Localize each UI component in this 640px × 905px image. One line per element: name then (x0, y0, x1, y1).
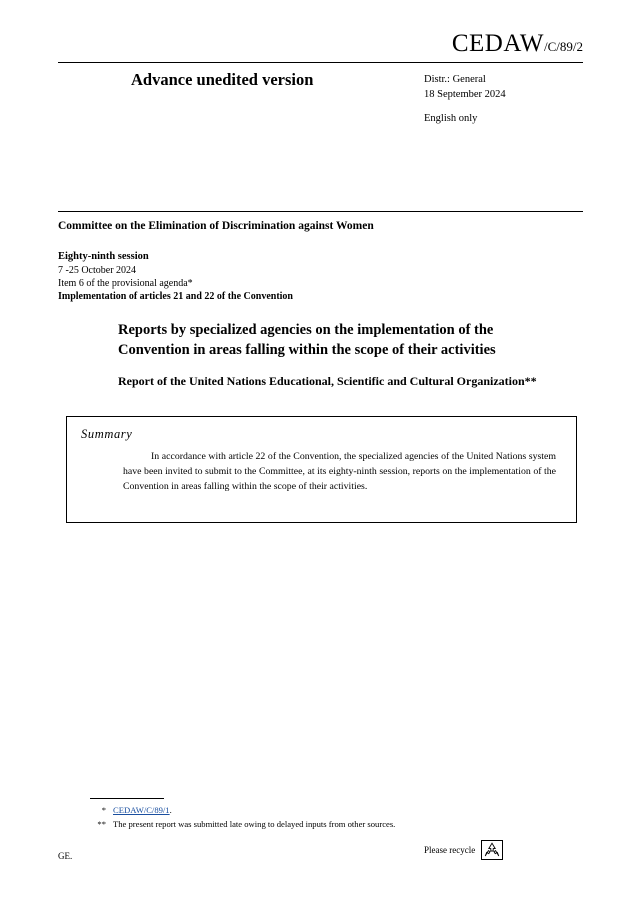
page-title: Reports by specialized agencies on the implementation of the Convention in areas falling within the scope of their activities (118, 322, 496, 358)
footnote-link[interactable]: CEDAW/C/89/1 (113, 805, 170, 815)
footnote-item (90, 817, 520, 831)
footnote-marker: * (101, 805, 106, 815)
header-divider-top (58, 62, 583, 63)
summary-label: Summary (81, 427, 133, 441)
session-name: Eighty-ninth session (58, 251, 149, 262)
summary-box (66, 416, 577, 523)
document-symbol-main: CEDAW (451, 30, 544, 57)
committee-name: Committee on the Elimination of Discrimination against Women (58, 220, 374, 232)
footnote-text: . (169, 805, 172, 815)
footnote-text: The present report was submitted late owing to delayed inputs from other sources. (113, 819, 396, 829)
document-date: 18 September 2024 (424, 89, 506, 100)
distribution-block (424, 72, 506, 102)
ge-code: GE. (58, 851, 73, 861)
summary-text: In accordance with article 22 of the Convention, the specialized agencies of the United Nations system have been invited to submit to the Committee, at its eighty-ninth session, reports on the implementation of the Convention in areas falling within the scope of their activities. (123, 451, 556, 492)
document-symbol (58, 30, 583, 58)
language-note: English only (424, 113, 478, 124)
document-symbol-sub: /C/89/2 (543, 39, 583, 54)
footnote-divider (90, 798, 164, 799)
recycle-label: Please recycle (424, 845, 476, 855)
footnote-marker: ** (97, 819, 106, 829)
recycle-notice (424, 840, 503, 860)
footnote-item (90, 803, 520, 817)
articles-line: Implementation of articles 21 and 22 of the Convention (58, 291, 293, 302)
recycle-icon (481, 840, 503, 860)
agenda-item: Item 6 of the provisional agenda* (58, 278, 193, 289)
session-dates: 7 -25 October 2024 (58, 265, 137, 276)
page-subtitle: Report of the United Nations Educational, Scientific and Cultural Organization** (118, 374, 537, 388)
footnotes (90, 803, 520, 831)
distribution-label: Distr.: General (424, 74, 486, 85)
advance-unedited-notice: Advance unedited version (131, 70, 314, 89)
header-divider-bottom (58, 211, 583, 212)
